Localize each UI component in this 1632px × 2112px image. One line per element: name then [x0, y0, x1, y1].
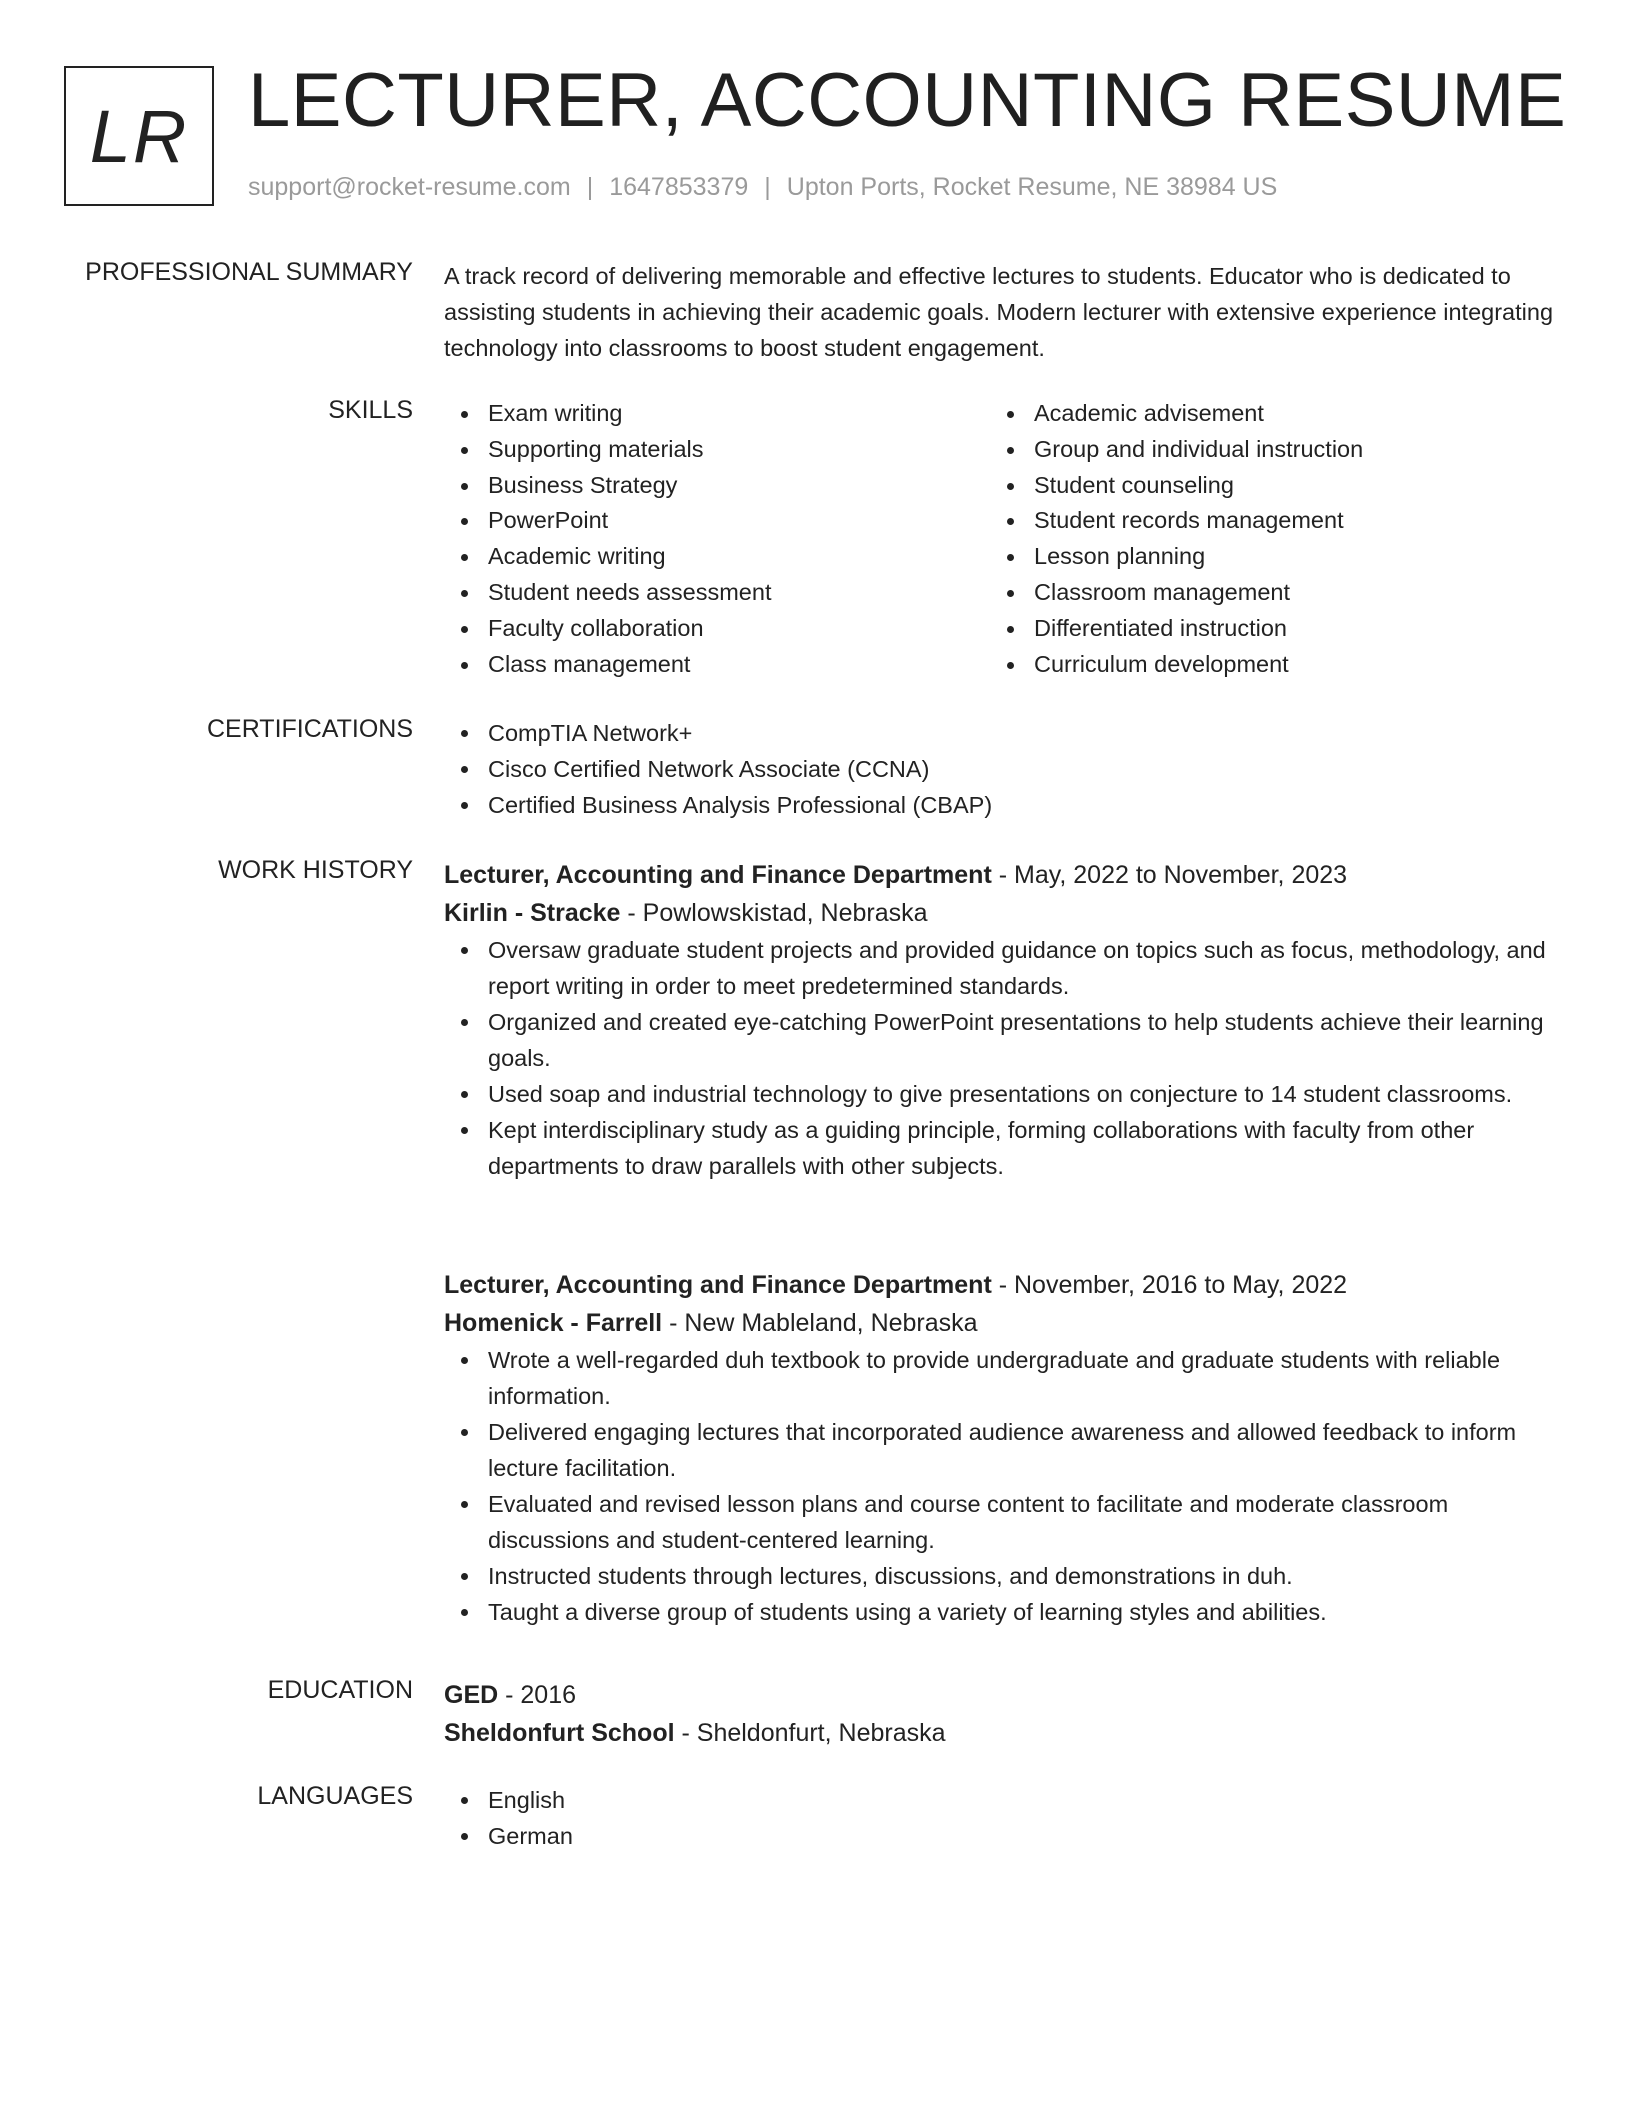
certification-item: Cisco Certified Network Associate (CCNA): [444, 751, 1560, 787]
education-body: [444, 1676, 1560, 1752]
job-employer: [444, 894, 1560, 932]
job-duty: Wrote a well-regarded duh textbook to provide undergraduate and graduate students with reliable information.: [444, 1342, 1560, 1414]
job-entry: [444, 1266, 1560, 1630]
certification-item: CompTIA Network+: [444, 715, 1560, 751]
summary-text: A track record of delivering memorable and effective lectures to students. Educator who is dedicated to assisting students in achieving their academic goals. Modern lecturer with extensive experience integrating technology into classrooms to boost student engagement.: [444, 263, 1554, 361]
skill-item: Class management: [444, 647, 990, 683]
languages-list: [444, 1782, 1560, 1854]
skills-list-left: [444, 396, 990, 682]
job-duty: Instructed students through lectures, discussions, and demonstrations in duh.: [444, 1558, 1560, 1594]
section-label-languages: LANGUAGES: [257, 1782, 413, 1810]
education-degree: GED: [444, 1681, 499, 1709]
skill-item: Differentiated instruction: [990, 611, 1536, 647]
skill-item: Supporting materials: [444, 432, 990, 468]
job-title: Lecturer, Accounting and Finance Department: [444, 861, 992, 889]
language-item: German: [444, 1818, 1560, 1854]
job-duty: Delivered engaging lectures that incorporated audience awareness and allowed feedback to inform lecture facilitation.: [444, 1414, 1560, 1486]
section-label-work-history: WORK HISTORY: [218, 856, 413, 884]
skill-item: Student needs assessment: [444, 575, 990, 611]
certifications-body: [444, 715, 1560, 823]
job-duty: Kept interdisciplinary study as a guiding principle, forming collaborations with faculty from other departments to draw parallels with other subjects.: [444, 1112, 1560, 1184]
job-location: - New Mableland, Nebraska: [662, 1309, 978, 1337]
job-dates: - November, 2016 to May, 2022: [991, 1271, 1348, 1299]
skills-list-right: [990, 396, 1536, 682]
skill-item: Lesson planning: [990, 539, 1536, 575]
education-year: - 2016: [498, 1681, 577, 1709]
education-location: - Sheldonfurt, Nebraska: [674, 1719, 946, 1747]
contact-separator: |: [586, 173, 594, 201]
job-duties-list: [444, 932, 1560, 1184]
job-duty: Taught a diverse group of students using a variety of learning styles and abilities.: [444, 1594, 1560, 1630]
job-duty: Evaluated and revised lesson plans and course content to facilitate and moderate classroom discussions and student-centered learning.: [444, 1486, 1560, 1558]
job-heading: [444, 856, 1560, 894]
job-company: Kirlin - Stracke: [444, 899, 621, 927]
skill-item: Academic advisement: [990, 396, 1536, 432]
contact-address: Upton Ports, Rocket Resume, NE 38984 US: [786, 173, 1278, 201]
skill-item: Student counseling: [990, 468, 1536, 504]
job-duty: Organized and created eye-catching PowerPoint presentations to help students achieve their learning goals.: [444, 1004, 1560, 1076]
skill-item: Business Strategy: [444, 468, 990, 504]
job-company: Homenick - Farrell: [444, 1309, 663, 1337]
job-entry: [444, 856, 1560, 1184]
contact-separator: |: [764, 173, 771, 201]
monogram-logo: LR: [64, 66, 214, 206]
skills-columns: [444, 396, 1560, 682]
skill-item: Faculty collaboration: [444, 611, 990, 647]
skill-item: Classroom management: [990, 575, 1536, 611]
certification-item: Certified Business Analysis Professional (CBAP): [444, 787, 1560, 823]
job-duty: Oversaw graduate student projects and provided guidance on topics such as focus, methodology, and report writing in order to meet predetermined standards.: [444, 932, 1560, 1004]
job-heading: [444, 1266, 1560, 1304]
skill-item: PowerPoint: [444, 503, 990, 539]
job-title: Lecturer, Accounting and Finance Department: [444, 1271, 992, 1299]
education-school: Sheldonfurt School: [444, 1719, 675, 1747]
language-item: English: [444, 1782, 1560, 1818]
skill-item: Exam writing: [444, 396, 990, 432]
skill-item: Curriculum development: [990, 647, 1536, 683]
job-duties-list: [444, 1342, 1560, 1630]
work-history-body: [444, 856, 1560, 1625]
skill-item: Student records management: [990, 503, 1536, 539]
job-dates: - May, 2022 to November, 2023: [991, 861, 1348, 889]
summary-body: [444, 258, 1560, 366]
section-label-education: EDUCATION: [267, 1676, 413, 1704]
job-employer: [444, 1304, 1560, 1342]
job-duty: Used soap and industrial technology to give presentations on conjecture to 14 student classrooms.: [444, 1076, 1560, 1112]
section-label-summary: PROFESSIONAL SUMMARY: [85, 258, 413, 286]
contact-line: [248, 173, 1277, 202]
languages-body: [444, 1782, 1560, 1854]
section-label-skills: SKILLS: [328, 396, 413, 424]
skill-item: Academic writing: [444, 539, 990, 575]
education-school-line: [444, 1714, 1560, 1752]
job-location: - Powlowskistad, Nebraska: [620, 899, 928, 927]
certifications-list: [444, 715, 1560, 823]
contact-phone[interactable]: 1647853379: [609, 173, 749, 201]
skill-item: Group and individual instruction: [990, 432, 1536, 468]
contact-email[interactable]: support@rocket-resume.com: [248, 173, 571, 201]
education-degree-line: [444, 1676, 1560, 1714]
section-label-certifications: CERTIFICATIONS: [206, 715, 413, 743]
resume-title: LECTURER, ACCOUNTING RESUME: [248, 58, 1567, 143]
